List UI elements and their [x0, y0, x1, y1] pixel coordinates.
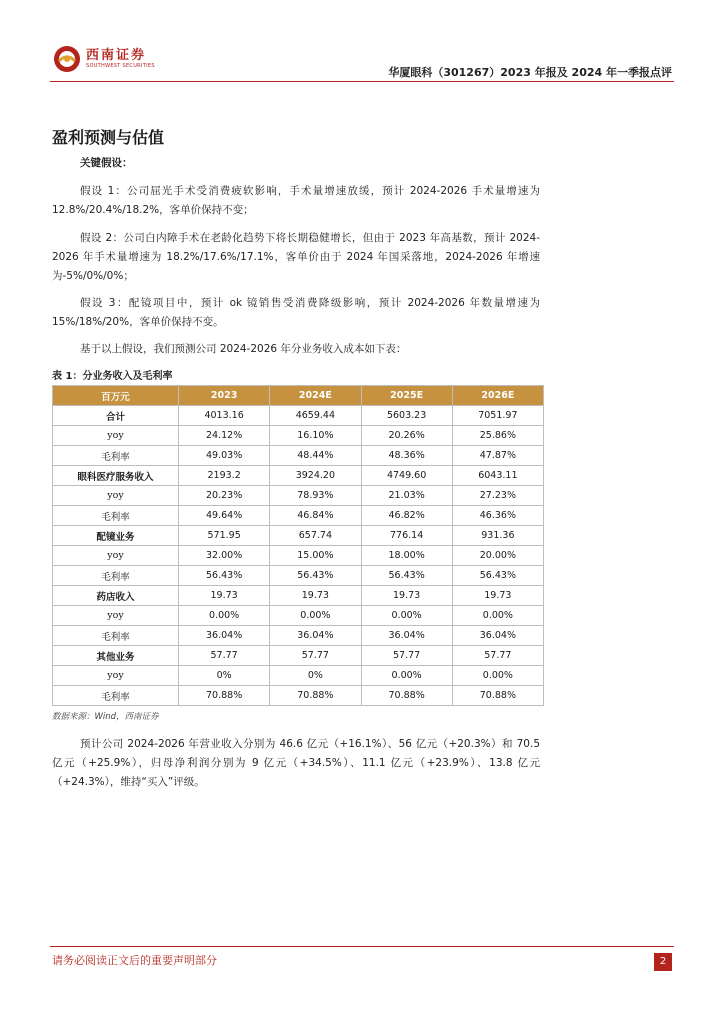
table-cell: 57.77 [270, 646, 361, 666]
table-cell: 36.04% [452, 626, 543, 646]
table-cell: 931.36 [452, 526, 543, 546]
header-cell-2023: 2023 [179, 386, 270, 406]
table-cell: 0.00% [361, 666, 452, 686]
table-cell: 18.00% [361, 546, 452, 566]
table-cell: 15.00% [270, 546, 361, 566]
table-row [53, 586, 544, 606]
row-label: yoy [53, 666, 179, 686]
table-cell: 0% [270, 666, 361, 686]
table-cell: 21.03% [361, 486, 452, 506]
row-label: 毛利率 [53, 626, 179, 646]
assumption-3: 假设 3：配镜项目中，预计 ok 镜销售受消费降级影响，预计 2024-2026 年数量增速为 15%/18%/20%，客单价保持不变。 [52, 297, 540, 328]
logo-chinese-name: 西南证券 [86, 48, 147, 63]
table-row [53, 446, 544, 466]
table-cell: 70.88% [452, 686, 543, 706]
table-cell: 27.23% [452, 486, 543, 506]
table-row [53, 566, 544, 586]
header-divider [50, 81, 674, 82]
table-cell: 56.43% [452, 566, 543, 586]
report-title: 华厦眼科（301267）2023 年报及 2024 年一季报点评 [388, 66, 672, 79]
table-cell: 20.26% [361, 426, 452, 446]
table-cell: 70.88% [179, 686, 270, 706]
table-cell: 5603.23 [361, 406, 452, 426]
table-cell: 36.04% [361, 626, 452, 646]
revenue-margin-table [52, 385, 544, 706]
table-cell: 19.73 [179, 586, 270, 606]
row-label: 毛利率 [53, 506, 179, 526]
table-cell: 2193.2 [179, 466, 270, 486]
header-cell-2025e: 2025E [361, 386, 452, 406]
table-cell: 49.64% [179, 506, 270, 526]
conclusion-paragraph: 预计公司 2024-2026 年营业收入分别为 46.6 亿元（+16.1%）、56 亿元（+20.3%）和 70.5 亿元（+25.9%），归母净利润分别为 9 亿元（+34.5%）、11.1 亿元（+23.9%）、13.8 亿元（+24.3%），维持“买入”评级。 [52, 738, 540, 788]
row-label: 毛利率 [53, 446, 179, 466]
table-cell: 20.23% [179, 486, 270, 506]
table-header-row [53, 386, 544, 406]
table-cell: 70.88% [361, 686, 452, 706]
table-cell: 78.93% [270, 486, 361, 506]
table-cell: 25.86% [452, 426, 543, 446]
table-row [53, 546, 544, 566]
table-row [53, 606, 544, 626]
table-cell: 57.77 [179, 646, 270, 666]
footer-divider [50, 946, 674, 947]
company-logo [52, 44, 155, 74]
table-cell: 57.77 [452, 646, 543, 666]
assumption-1: 假设 1：公司屈光手术受消费疲软影响，手术量增速放缓，预计 2024-2026 手术量增速为 12.8%/20.4%/18.2%，客单价保持不变； [52, 185, 540, 216]
row-label: yoy [53, 606, 179, 626]
table-cell: 46.36% [452, 506, 543, 526]
table-row [53, 486, 544, 506]
table-intro: 基于以上假设，我们预测公司 2024-2026 年分业务收入成本如下表： [80, 343, 407, 355]
table-row [53, 526, 544, 546]
table-cell: 6043.11 [452, 466, 543, 486]
table-cell: 48.44% [270, 446, 361, 466]
table-cell: 19.73 [270, 586, 361, 606]
table-cell: 46.82% [361, 506, 452, 526]
row-label: yoy [53, 486, 179, 506]
table-cell: 70.88% [270, 686, 361, 706]
table-cell: 19.73 [361, 586, 452, 606]
table-cell: 7051.97 [452, 406, 543, 426]
table-cell: 4749.60 [361, 466, 452, 486]
table-cell: 0.00% [452, 666, 543, 686]
row-label: 毛利率 [53, 566, 179, 586]
header-cell-unit: 百万元 [53, 386, 179, 406]
row-label: yoy [53, 546, 179, 566]
assumption-2: 假设 2：公司白内障手术在老龄化趋势下将长期稳健增长，但由于 2023 年高基数，预计 2024-2026 年手术量增速为 18.2%/17.6%/17.1%，客单价由于 2024 年国采落地，2024-2026 年增速为-5%/0%/0%； [52, 232, 540, 282]
row-label: 药店收入 [53, 586, 179, 606]
row-label: 配镜业务 [53, 526, 179, 546]
table-cell: 0.00% [179, 606, 270, 626]
table-cell: 3924.20 [270, 466, 361, 486]
row-label: yoy [53, 426, 179, 446]
header-cell-2026e: 2026E [452, 386, 543, 406]
table-cell: 571.95 [179, 526, 270, 546]
row-label: 合计 [53, 406, 179, 426]
table-cell: 48.36% [361, 446, 452, 466]
table-cell: 0.00% [452, 606, 543, 626]
table-row [53, 506, 544, 526]
table-cell: 16.10% [270, 426, 361, 446]
table-cell: 32.00% [179, 546, 270, 566]
table-cell: 56.43% [270, 566, 361, 586]
table-cell: 57.77 [361, 646, 452, 666]
footer-disclaimer: 请务必阅读正文后的重要声明部分 [52, 954, 217, 967]
logo-emblem-icon [52, 44, 82, 74]
table-cell: 657.74 [270, 526, 361, 546]
row-label: 眼科医疗服务收入 [53, 466, 179, 486]
table-cell: 56.43% [361, 566, 452, 586]
table-cell: 36.04% [270, 626, 361, 646]
table-cell: 4659.44 [270, 406, 361, 426]
table-cell: 36.04% [179, 626, 270, 646]
table-cell: 47.87% [452, 446, 543, 466]
table-cell: 20.00% [452, 546, 543, 566]
table-cell: 49.03% [179, 446, 270, 466]
table-caption: 表 1：分业务收入及毛利率 [52, 371, 173, 382]
table-row [53, 466, 544, 486]
data-source-note: 数据来源：Wind，西南证券 [52, 712, 159, 722]
section-title: 盈利预测与估值 [52, 128, 165, 147]
table-cell: 0% [179, 666, 270, 686]
table-cell: 0.00% [361, 606, 452, 626]
row-label: 毛利率 [53, 686, 179, 706]
table-cell: 0.00% [270, 606, 361, 626]
logo-english-name: SOUTHWEST SECURITIES [86, 63, 155, 69]
table-row [53, 666, 544, 686]
table-row [53, 426, 544, 446]
table-cell: 24.12% [179, 426, 270, 446]
table-cell: 776.14 [361, 526, 452, 546]
table-cell: 19.73 [452, 586, 543, 606]
table-cell: 56.43% [179, 566, 270, 586]
table-row [53, 626, 544, 646]
table-row [53, 646, 544, 666]
key-assumptions-label: 关键假设： [80, 157, 133, 169]
table-cell: 4013.16 [179, 406, 270, 426]
table-cell: 46.84% [270, 506, 361, 526]
page-number: 2 [654, 953, 672, 971]
table-row [53, 686, 544, 706]
header-cell-2024e: 2024E [270, 386, 361, 406]
table-row [53, 406, 544, 426]
row-label: 其他业务 [53, 646, 179, 666]
